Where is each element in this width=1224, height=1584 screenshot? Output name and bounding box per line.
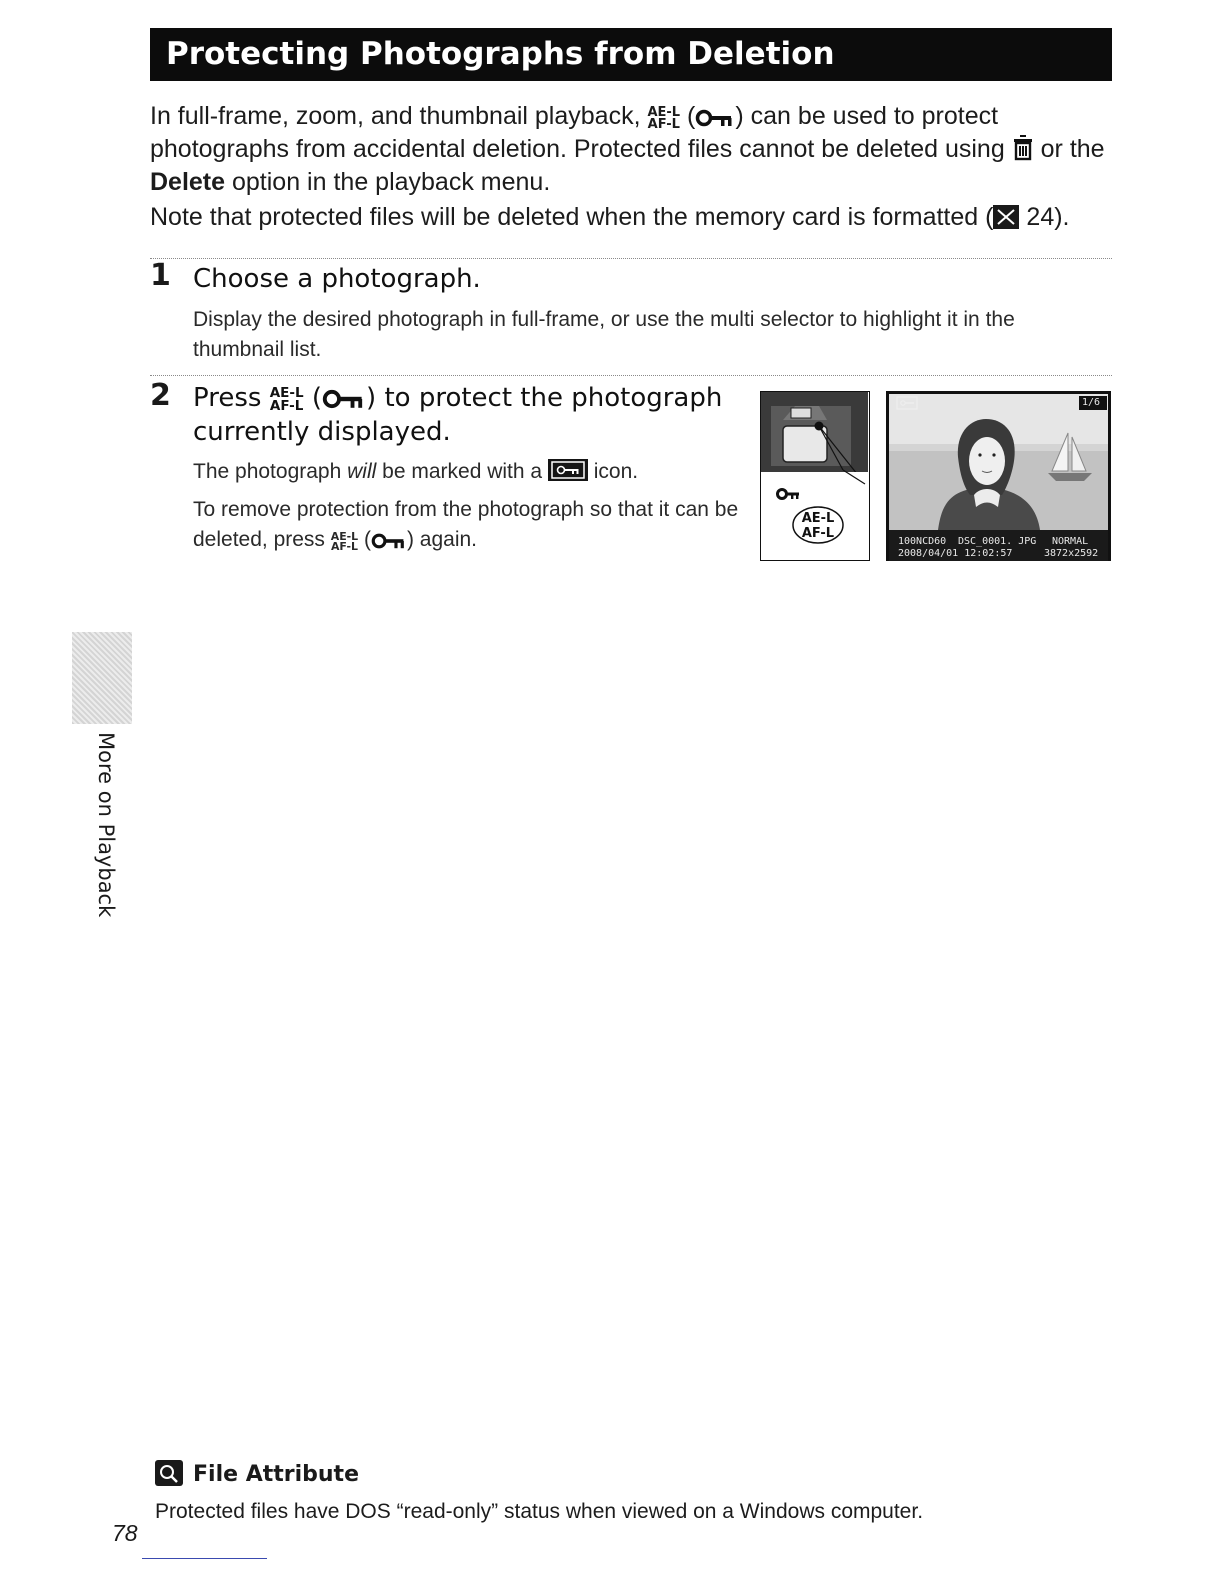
page-reference-icon [993,205,1019,229]
intro-text-4: option in the playback menu. [232,168,551,196]
file-attribute-body: Protected files have DOS “read-only” status when viewed on a Windows computer. [155,1500,924,1523]
intro-paragraph: In full-frame, zoom, and thumbnail playback, AE-L AF-L ( ) can be used to protect photographs from accidental deletion. Protected files cannot be deleted using or the Delete option in the playback menu. [150,102,1105,196]
divider [150,258,1112,259]
step-2-title: Press AE-L AF-L ( ) to protect the photograph currently displayed. [193,383,723,447]
page-title: Protecting Photographs from Deletion [150,28,1112,81]
frame-counter: 1/6 [1082,397,1101,408]
step-1-title: Choose a photograph. [193,264,481,294]
format-note [150,201,1112,234]
delete-option: Delete [150,168,226,196]
divider [150,375,1112,376]
note-icon [155,1460,183,1486]
file-name: DSC_0001. JPG [958,536,1037,547]
folder-name: 100NCD60 [898,536,947,547]
capture-datetime: 2008/04/01 12:02:57 [898,548,1013,559]
note-text: Note that protected files will be deleted when the memory card is formatted ( [150,203,994,231]
ael-button-icon: AE-L AF-L [269,385,304,414]
trash-icon [1012,135,1034,161]
protect-key-icon [371,532,407,550]
camera-button-figure [760,391,870,561]
image-size: 3872x2592 [1044,548,1099,559]
image-quality: NORMAL [1052,536,1089,547]
svg-text:AE-L: AE-L [801,511,835,526]
page-number: 78 [112,1520,138,1546]
step-2-description-1: The photograph will be marked with a icon. [193,460,639,483]
intro-text-3: or the [1040,135,1105,163]
chapter-label: More on Playback [94,732,118,918]
intro-text-2: can be used to protect photographs from accidental deletion. Protected files cannot be deleted using [150,102,1005,163]
protect-icon [548,459,588,481]
playback-screen-figure [886,391,1111,561]
step-1-description: Display the desired photograph in full-frame, or use the multi selector to highlight it in the thumbnail list. [193,308,1015,361]
intro-text-1: In full-frame, zoom, and thumbnail playback, [150,102,641,130]
ael-button-icon: AE-L AF-L [647,104,681,132]
step-2-description-2: To remove protection from the photograph so that it can be deleted, press AE-L AF-L ( ) again. [193,498,739,553]
protect-key-icon [322,388,366,410]
step-2-number: 2 [150,378,171,413]
note-ref: 24). [1026,203,1070,231]
ael-button-icon: AE-L AF-L [330,529,359,553]
protect-key-icon [695,108,735,128]
svg-text:AF-L: AF-L [801,526,835,541]
step-1-number: 1 [150,258,171,293]
chapter-tab-marker [72,632,132,724]
page-number-rule [142,1558,267,1559]
camera-back-illustration [761,392,868,559]
file-attribute-heading: File Attribute [155,1460,359,1490]
